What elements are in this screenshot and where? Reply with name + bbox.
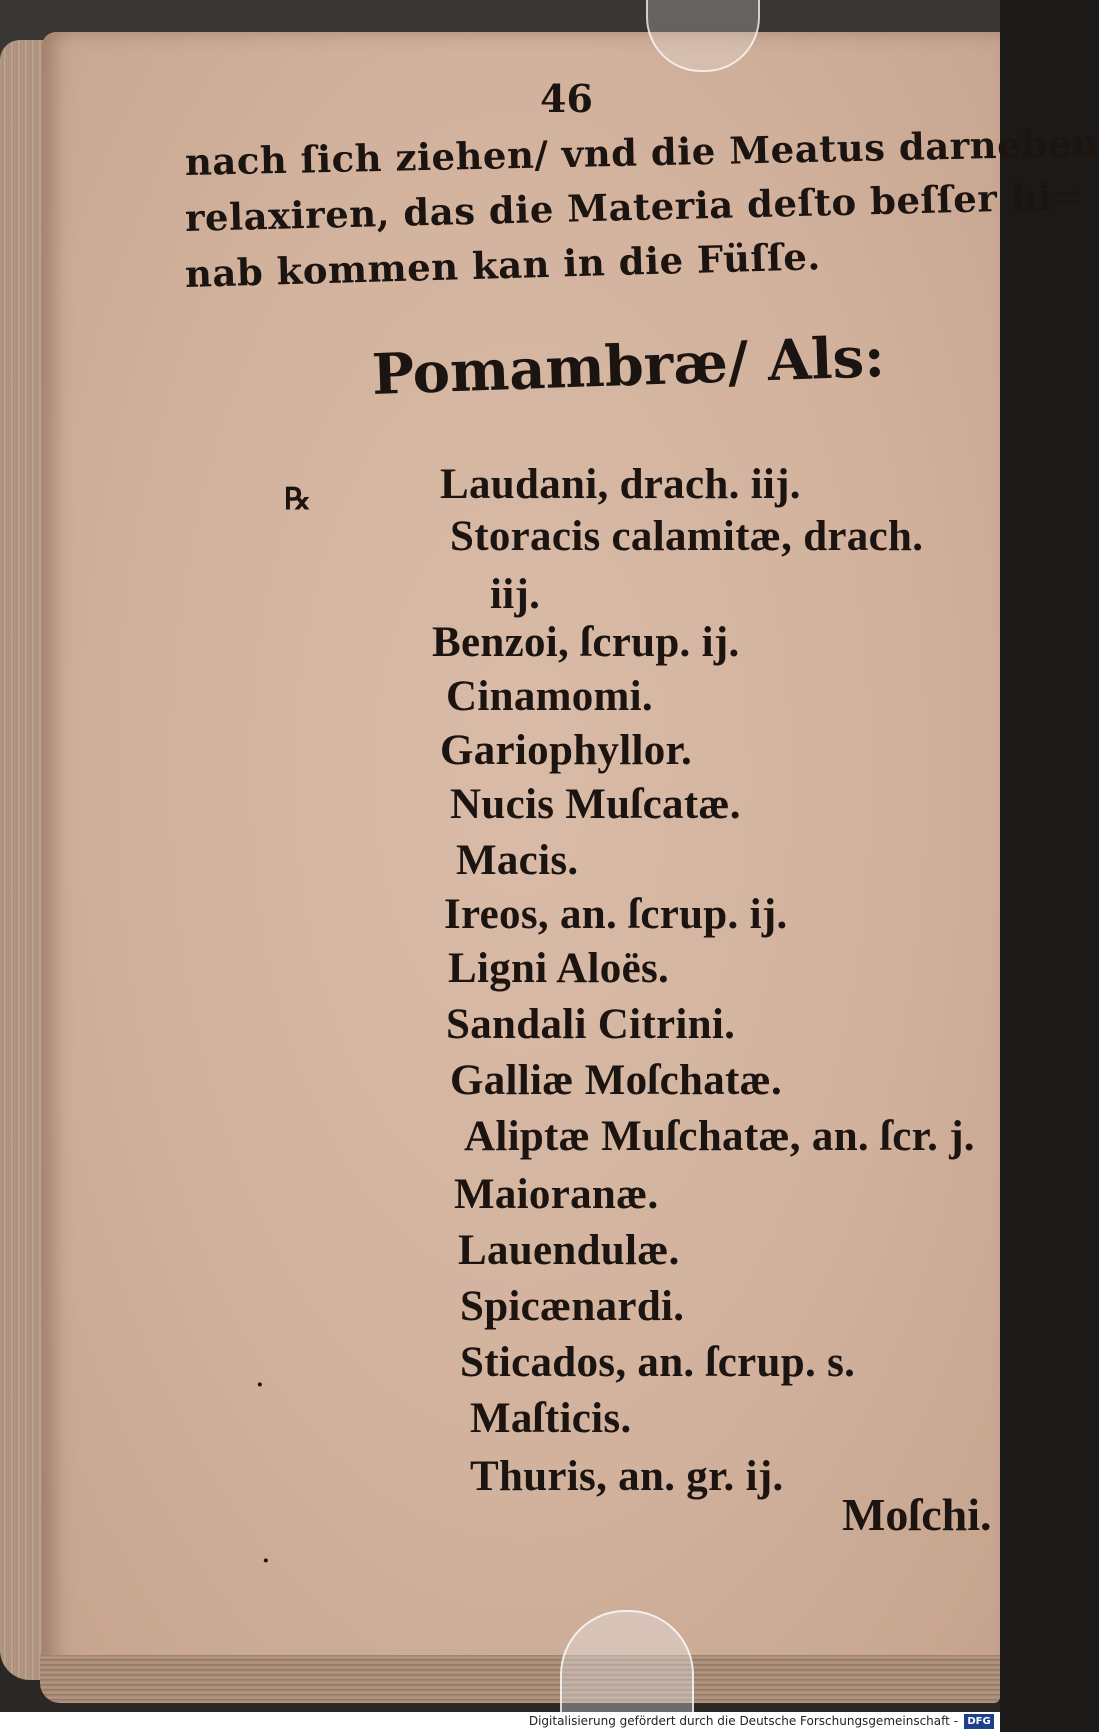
catchword: Moſchi.	[842, 1489, 992, 1540]
page-bottom-edge	[40, 1655, 1000, 1703]
ingredient-line: Nucis Muſcatæ.	[450, 781, 741, 828]
recipe-symbol: ℞	[284, 482, 311, 517]
page-number: 46	[540, 76, 593, 121]
header-line-3: nab kommen kan in die Füſſe.	[184, 234, 822, 296]
ink-speck: ·	[256, 1372, 264, 1398]
ingredient-line: Sticados, an. ſcrup. s.	[460, 1339, 856, 1386]
ingredient-line: Cinamomi.	[446, 673, 653, 720]
dfg-logo: DFG	[964, 1714, 994, 1729]
ingredient-line: Macis.	[456, 837, 579, 884]
header-line-2: relaxiren, das die Materia deſto beſſer hi=	[184, 174, 1085, 240]
ingredient-line: Laudani, drach. iij.	[440, 461, 801, 508]
ingredient-line: Sandali Citrini.	[446, 1001, 736, 1048]
section-heading: Pomambræ/ Als:	[370, 324, 886, 408]
ingredient-line: Ligni Aloës.	[448, 945, 670, 992]
ingredient-line: Galliæ Moſchatæ.	[450, 1057, 783, 1104]
footer-credit: Digitalisierung gefördert durch die Deutsche Forschungsgemeinschaft -	[528, 1714, 958, 1728]
ink-speck: ·	[262, 1548, 270, 1574]
ingredient-line: Thuris, an. gr. ij.	[470, 1453, 784, 1500]
ingredient-line: Aliptæ Muſchatæ, an. ſcr. j.	[464, 1113, 975, 1160]
ingredient-line: Benzoi, ſcrup. ij.	[432, 619, 740, 666]
ingredient-line: Lauendulæ.	[458, 1227, 680, 1274]
ingredient-line: Ireos, an. ſcrup. ij.	[444, 891, 788, 938]
ingredient-line: Maioranæ.	[454, 1171, 659, 1218]
ingredient-line: Gariophyllor.	[440, 727, 692, 774]
ingredient-line: Maſticis.	[470, 1395, 632, 1442]
header-line-1: nach ſich ziehen/ vnd die Meatus darneben	[184, 120, 1099, 184]
ingredient-line: Storacis calamitæ, drach.	[450, 513, 924, 560]
ingredient-line: iij.	[490, 571, 541, 618]
ingredient-line: Spicænardi.	[460, 1283, 685, 1330]
